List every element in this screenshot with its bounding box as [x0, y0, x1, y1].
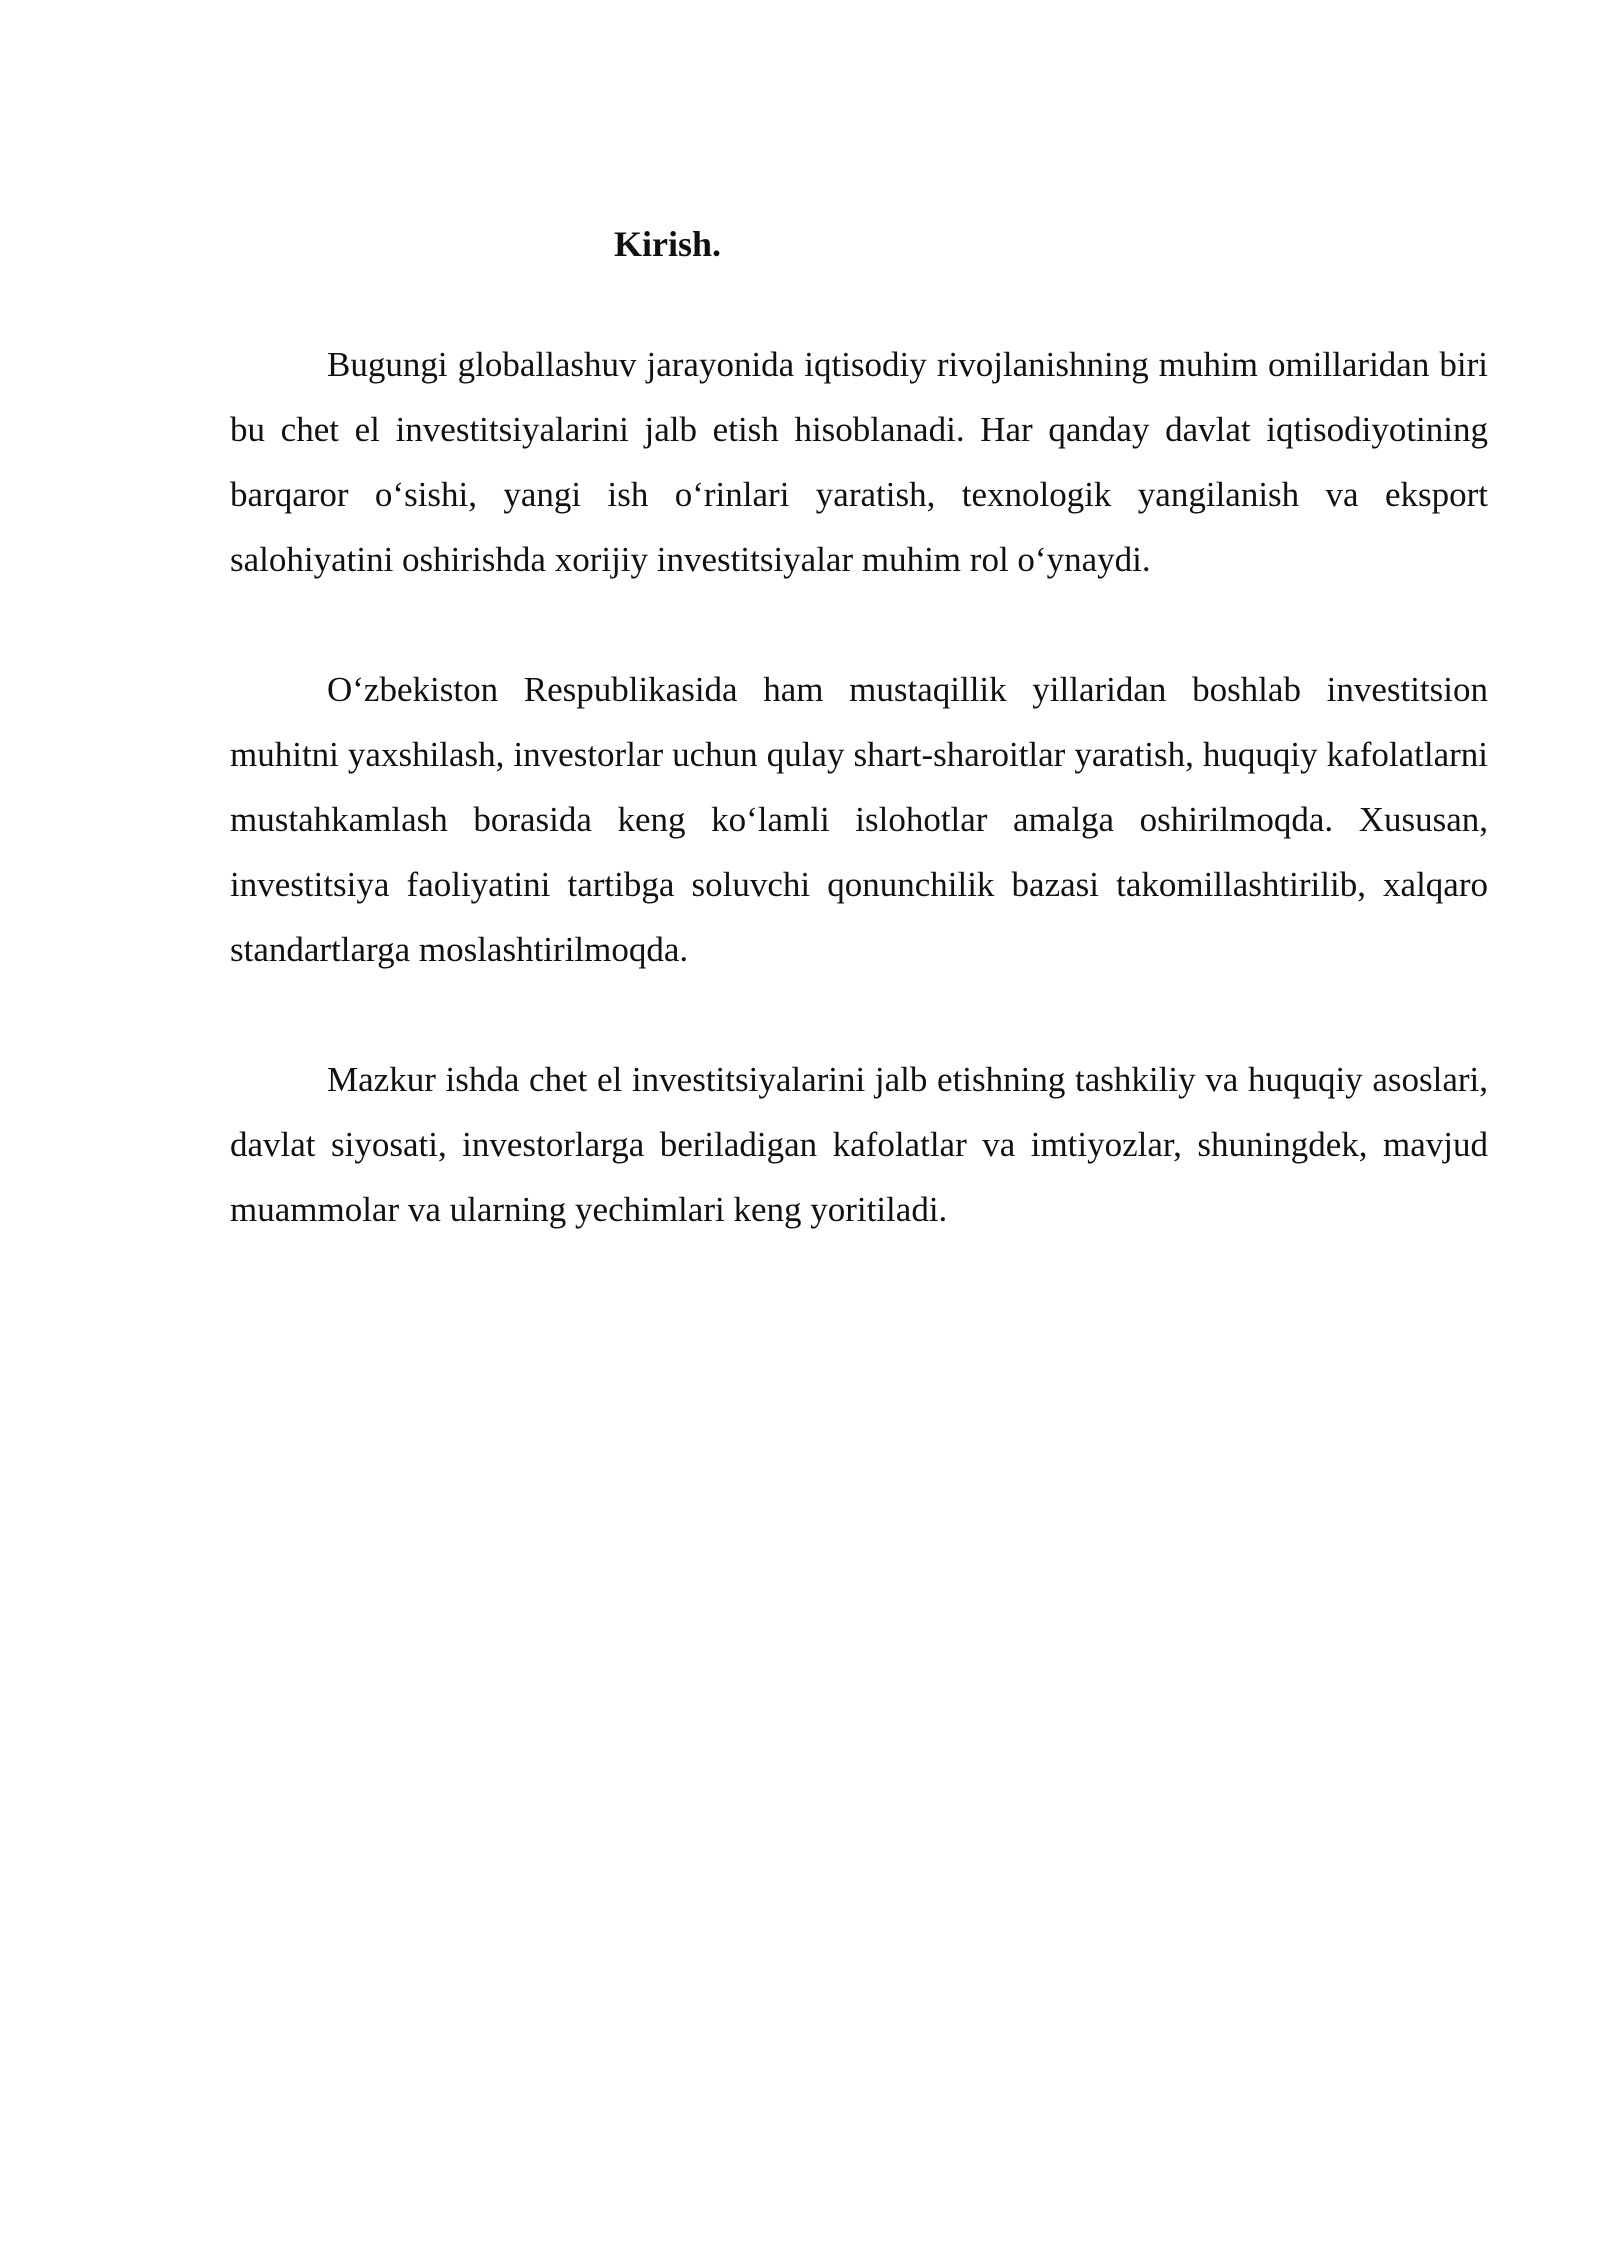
paragraph-introduction: Bugungi globallashuv jarayonida iqtisodiy rivojlanishning muhim omillaridan biri bu chet el investitsiyalarini jalb etish hisoblanadi. Har qanday davlat iqtisodiyotining barqaror o‘sishi, yangi ish o‘rinlari yaratish, texnologik yangilanish va eksport salohiyatini oshirishda xorijiy investitsiyalar muhim rol o‘ynaydi.: [230, 345, 1488, 579]
document-body: [230, 220, 1488, 1242]
paragraph-scope: Mazkur ishda chet el investitsiyalarini jalb etishning tashkiliy va huquqiy asoslari, davlat siyosati, investorlarga beriladigan kafolatlar va imtiyozlar, shuningdek, mavjud muammolar va ularning yechimlari keng yoritiladi.: [230, 1060, 1488, 1229]
paragraph-reforms: O‘zbekiston Respublikasida ham mustaqillik yillaridan boshlab investitsion muhitni yaxshilash, investorlar uchun qulay shart-sharoitlar yaratish, huquqiy kafolatlarni mustahkamlash borasida keng ko‘lamli islohotlar amalga oshirilmoqda. Xususan, investitsiya faoliyatini tartibga soluvchi qonunchilik bazasi takomillashtirilib, xalqaro standartlarga moslashtirilmoqda.: [230, 670, 1488, 969]
section-title: Kirish.: [614, 224, 722, 264]
